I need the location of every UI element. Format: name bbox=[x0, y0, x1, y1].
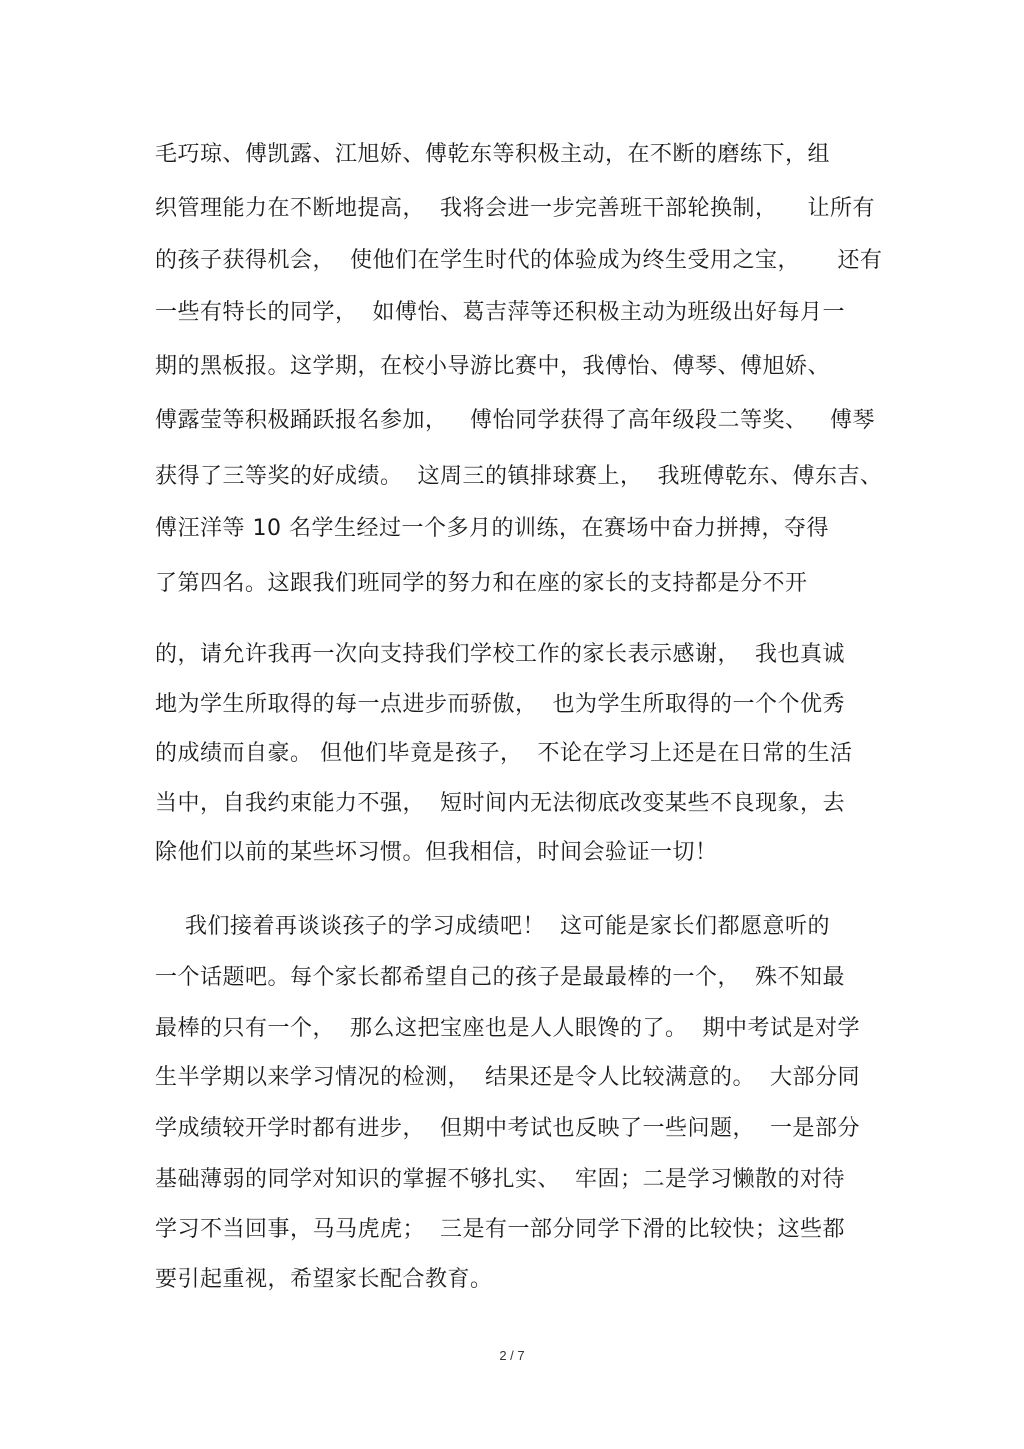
text-line: 要引起重视，希望家长配合教育。 bbox=[155, 1267, 493, 1292]
text-line: 的成绩而自豪。 但他们毕竟是孩子， 不论在学习上还是在日常的生活 bbox=[155, 741, 853, 766]
text-line: 傅露莹等积极踊跃报名参加， 傅怡同学获得了高年级段二等奖、 傅琴 bbox=[155, 408, 875, 433]
text-line: 的孩子获得机会， 使他们在学生时代的体验成为终生受用之宝， 还有 bbox=[155, 248, 883, 273]
text-line: 傅汪洋等 10 名学生经过一个多月的训练，在赛场中奋力拼搏，夺得 bbox=[155, 516, 829, 541]
text-line: 获得了三等奖的好成绩。 这周三的镇排球赛上， 我班傅乾东、傅东吉、 bbox=[155, 464, 883, 489]
text-line: 地为学生所取得的每一点进步而骄傲， 也为学生所取得的一个个优秀 bbox=[155, 692, 845, 717]
text-line: 最棒的只有一个， 那么这把宝座也是人人眼馋的了。 期中考试是对学 bbox=[155, 1016, 860, 1041]
text-line: 毛巧琼、傅凯露、江旭娇、傅乾东等积极主动，在不断的磨练下，组 bbox=[155, 142, 831, 167]
text-line: 我们接着再谈谈孩子的学习成绩吧！ 这可能是家长们都愿意听的 bbox=[155, 914, 830, 939]
text-line: 当中，自我约束能力不强， 短时间内无法彻底改变某些不良现象，去 bbox=[155, 791, 845, 816]
text-line: 学习不当回事，马马虎虎； 三是有一部分同学下滑的比较快；这些都 bbox=[155, 1217, 845, 1242]
text-line: 基础薄弱的同学对知识的掌握不够扎实、 牢固；二是学习懒散的对待 bbox=[155, 1167, 845, 1192]
text-line: 生半学期以来学习情况的检测， 结果还是令人比较满意的。 大部分同 bbox=[155, 1065, 860, 1090]
text-line: 了第四名。这跟我们班同学的努力和在座的家长的支持都是分不开 bbox=[155, 571, 808, 596]
text-line: 一些有特长的同学， 如傅怡、葛吉萍等还积极主动为班级出好每月一 bbox=[155, 300, 845, 325]
text-line: 的，请允许我再一次向支持我们学校工作的家长表示感谢， 我也真诚 bbox=[155, 642, 845, 667]
text-line: 学成绩较开学时都有进步， 但期中考试也反映了一些问题， 一是部分 bbox=[155, 1116, 860, 1141]
text-line: 一个话题吧。每个家长都希望自己的孩子是最最棒的一个， 殊不知最 bbox=[155, 965, 845, 990]
text-line: 除他们以前的某些坏习惯。但我相信，时间会验证一切！ bbox=[155, 840, 718, 865]
text-line: 织管理能力在不断地提高， 我将会进一步完善班干部轮换制， 让所有 bbox=[155, 196, 875, 221]
text-line: 期的黑板报。这学期，在校小导游比赛中，我傅怡、傅琴、傅旭娇、 bbox=[155, 354, 831, 379]
page-number: 2 / 7 bbox=[499, 1348, 525, 1363]
